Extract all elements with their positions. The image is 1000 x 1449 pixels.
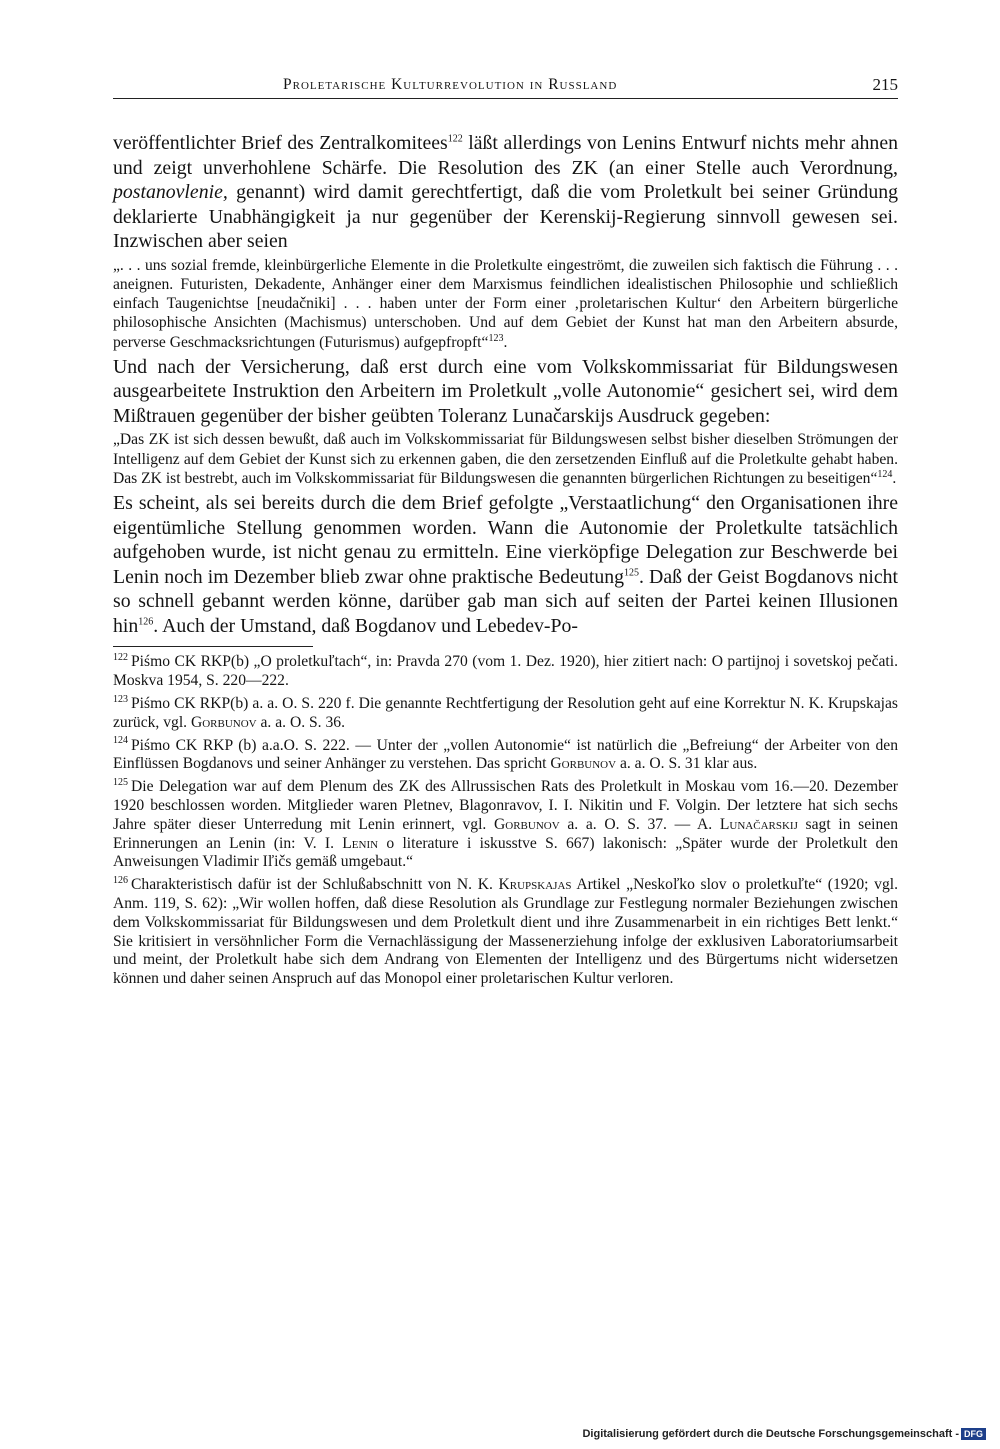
footnote-ref-125[interactable]: 125 [624,567,639,579]
running-title: Proletarische Kulturrevolution in Russland [283,76,618,93]
footnote-ref-126[interactable]: 126 [138,616,154,628]
paragraph-1: veröffentlichter Brief des Zentralkomitees$^{122}$ läßt allerdings von Lenins Entwurf nichts mehr ahnen und zeigt unverhohlene Schärfe. Die Resolution des ZK (an einer Stelle auch Verordnung, postanovlenie, genannt) wird damit gerechtfertigt, daß die vom Proletkult bei seiner Gründung deklarierte Unabhängigkeit ja nur gegenüber der Kerenskij-Regierung sinnvoll gewesen sei. Inzwischen aber seien [113,132,898,252]
footnote-ref-124[interactable]: 124 [877,468,893,480]
paragraph-3: Es scheint, als sei bereits durch die dem Brief gefolgte „Verstaatlichung“ den Organisationen ihre eigentümliche Stellung genommen worden. Wann die Autonomie der Proletkulte tatsächlich aufgehoben wurde, ist nicht genau zu ermitteln. Eine vierköpfige Delegation zur Beschwerde bei Lenin noch im Dezember blieb zwar ohne praktische Bedeutung$^{125}$. Daß der Geist Bogdanovs nicht so schnell gebannt werden könne, darüber gab man sich auf seiten der Partei keinen Illusionen hin$^{126}$. Auch der Umstand, daß Bogdanov und Lebedev-Po- [113,492,898,637]
footnote-126: $^{126}$ Charakteristisch dafür ist der Schlußabschnitt von N. K. Krupskajas Artikel „Neskoľko slov o proletkuľte“ (1920; vgl. Anm. 119, S. 62): „Wir wollen hoffen, daß diese Resolution als Grundlage zur Festlegung normaler Beziehungen zwischen dem Volkskommissariat für Bildungswesen und dem Proletkult dient und ihre Zusammenarbeit in ein richtiges Bett lenkt.“ Sie kritisiert in versöhnlicher Form die Vernachlässigung der Massenerziehung infolge der exklusiven Laboratoriumsarbeit und meint, der Proletkult habe sich dem Andrang von Elementen der Intelligenz und des Bürgertums nicht widersetzen können und daher seinen Anspruch auf das Monopol einer proletarischen Kultur verloren. [113,874,898,988]
block-quote-2: „Das ZK ist sich dessen bewußt, daß auch im Volkskommissariat für Bildungswesen selbst bisher dieselben Strömungen der Intelligenz auf dem Gebiet der Kunst sich zu erkennen gaben, die den zersetzenden Einfluß auf die Proletkulte gehabt haben. Das ZK ist bestrebt, auch im Volkskommissariat für Bildungswesen die genannten bürgerlichen Richtungen zu beseitigen“$^{124}$. [113,431,898,488]
paragraph-2: Und nach der Versicherung, daß erst durch eine vom Volkskommissariat für Bildungswesen ausgearbeitete Instruktion den Arbeitern im Proletkult „volle Autonomie“ gesichert sei, wird dem Mißtrauen gegenüber der bisher geübten Toleranz Lunačarskijs Ausdruck gegeben: [113,355,898,427]
footnote-123: $^{123}$ Piśmo CK RKP(b) a. a. O. S. 220 f. Die genannte Rechtfertigung der Resolution geht auf eine Korrektur N. K. Krupskajas zurück, vgl. Gorbunov a. a. O. S. 36. [113,693,898,731]
footnote-124: $^{124}$ Piśmo CK RKP (b) a.a.O. S. 222. — Unter der „vollen Autonomie“ ist natürlich die „Befreiung“ der Arbeiter von den Einflüssen Bogdanovs und seiner Anhänger zu verstehen. Das spricht Gorbunov a. a. O. S. 31 klar aus. [113,735,898,773]
footnotes [113,653,898,989]
footnote-separator [113,646,313,647]
footnote-ref-123[interactable]: 123 [488,332,504,344]
footnote-125: $^{125}$ Die Delegation war auf dem Plenum des ZK des Allrussischen Rats des Proletkult in Moskau vom 16.—20. Dezember 1920 beschlossen worden. Mitglieder waren Pletnev, Blagonravov, I. I. Nikitin und F. Volgin. Der letztere hat sich sechs Jahre später dieser Unterredung mit Lenin erinnert, vgl. Gorbunov a. a. O. S. 37. — A. Lunačarskij sagt in seinen Erinnerungen an Lenin (in: V. I. Lenin o literature i iskusstve S. 667) lakonisch: „Später wurde der Proletkult den Anweisungen Vladimir Iľičs gemäß umgebaut.“ [113,776,899,871]
document-page [113,70,898,993]
italic-term: postanovlenie, [113,181,228,203]
page-number: 215 [872,75,898,94]
dfg-logo: DFG [961,1428,986,1440]
footnote-ref-122[interactable]: 122 [447,133,463,145]
footnote-122: $^{122}$ Piśmo CK RKP(b) „O proletkuľtach“, in: Pravda 270 (vom 1. Dez. 1920), hier zitiert nach: O partijnoj i sovetskoj pečati. Moskva 1954, S. 220—222. [113,652,898,690]
page-header [113,70,898,99]
digitization-credit: Digitalisierung gefördert durch die Deutsche Forschungsgemeinschaft - DFG [582,1428,986,1440]
block-quote-1: „. . . uns sozial fremde, kleinbürgerliche Elemente in die Proletkulte eingeströmt, die zuweilen sich faktisch die Führung . . . aneignen. Futuristen, Dekadente, Anhänger einer dem Marxismus feindlichen idealistischen Philosophie und schließlich einfach Taugenichtse [neudačniki] . . . haben unter der Form einer ‚proletarischen Kultur‘ den Arbeitern bürgerliche philosophische Ansichten (Machismus) unterschoben. Und auf dem Gebiet der Kunst hat man den Arbeitern absurde, perverse Geschmacksrichtungen (Futurismus) aufgepfropft“$^{123}$. [113,256,898,351]
